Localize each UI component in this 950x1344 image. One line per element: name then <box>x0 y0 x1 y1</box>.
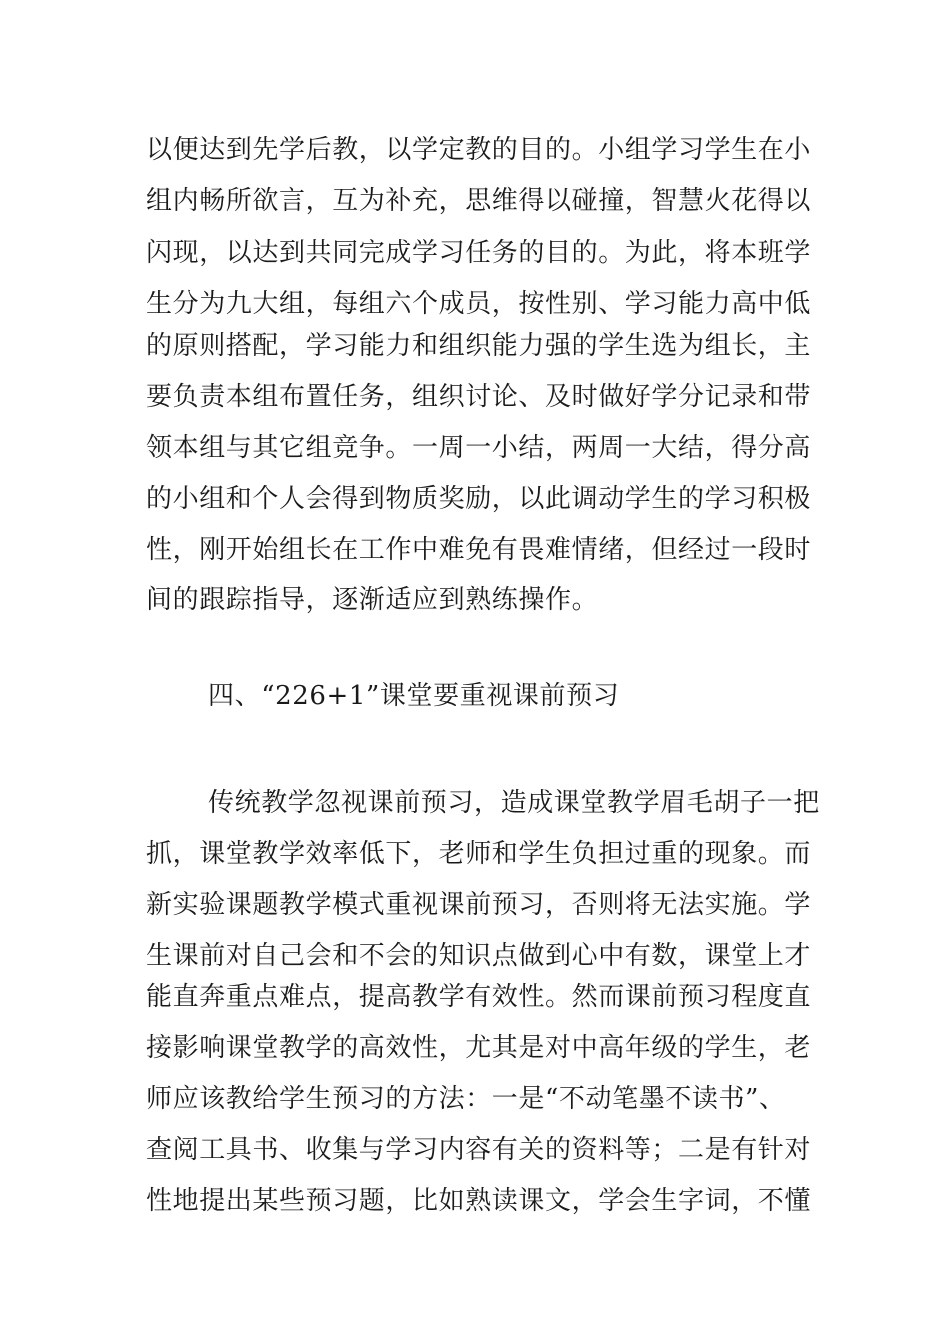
text-line: 以便达到先学后教，以学定教的目的。小组学习学生在小 <box>146 135 812 165</box>
text-line: 查阅工具书、收集与学习内容有关的资料等；二是有针对 <box>146 1135 812 1165</box>
text-line: 间的跟踪指导，逐渐适应到熟练操作。 <box>146 585 599 615</box>
text-line: 传统教学忽视课前预习，造成课堂教学眉毛胡子一把 <box>208 788 820 818</box>
text-line: 能直奔重点难点，提高教学有效性。然而课前预习程度直 <box>146 982 812 1012</box>
text-line: 领本组与其它组竞争。一周一小结，两周一大结，得分高 <box>146 433 812 463</box>
text-line: 新实验课题教学模式重视课前预习，否则将无法实施。学 <box>146 890 812 920</box>
text-line: 抓，课堂教学效率低下，老师和学生负担过重的现象。而 <box>146 839 812 869</box>
text-line: 师应该教给学生预习的方法：一是“不动笔墨不读书”、 <box>146 1084 786 1114</box>
text-line: 生课前对自己会和不会的知识点做到心中有数，课堂上才 <box>146 941 812 971</box>
text-line: 闪现，以达到共同完成学习任务的目的。为此，将本班学 <box>146 238 812 268</box>
text-line: 生分为九大组，每组六个成员，按性别、学习能力高中低 <box>146 289 812 319</box>
text-line: 要负责本组布置任务，组织讨论、及时做好学分记录和带 <box>146 382 812 412</box>
text-line: 接影响课堂教学的高效性，尤其是对中高年级的学生，老 <box>146 1033 812 1063</box>
text-line: 性，刚开始组长在工作中难免有畏难情绪，但经过一段时 <box>146 535 812 565</box>
text-line: 组内畅所欲言，互为补充，思维得以碰撞，智慧火花得以 <box>146 186 812 216</box>
text-line: 的小组和个人会得到物质奖励，以此调动学生的学习积极 <box>146 484 812 514</box>
section-heading: 四、“226+1”课堂要重视课前预习 <box>208 681 620 711</box>
text-line: 性地提出某些预习题，比如熟读课文，学会生字词，不懂 <box>146 1186 812 1216</box>
text-line: 的原则搭配，学习能力和组织能力强的学生选为组长，主 <box>146 331 812 361</box>
